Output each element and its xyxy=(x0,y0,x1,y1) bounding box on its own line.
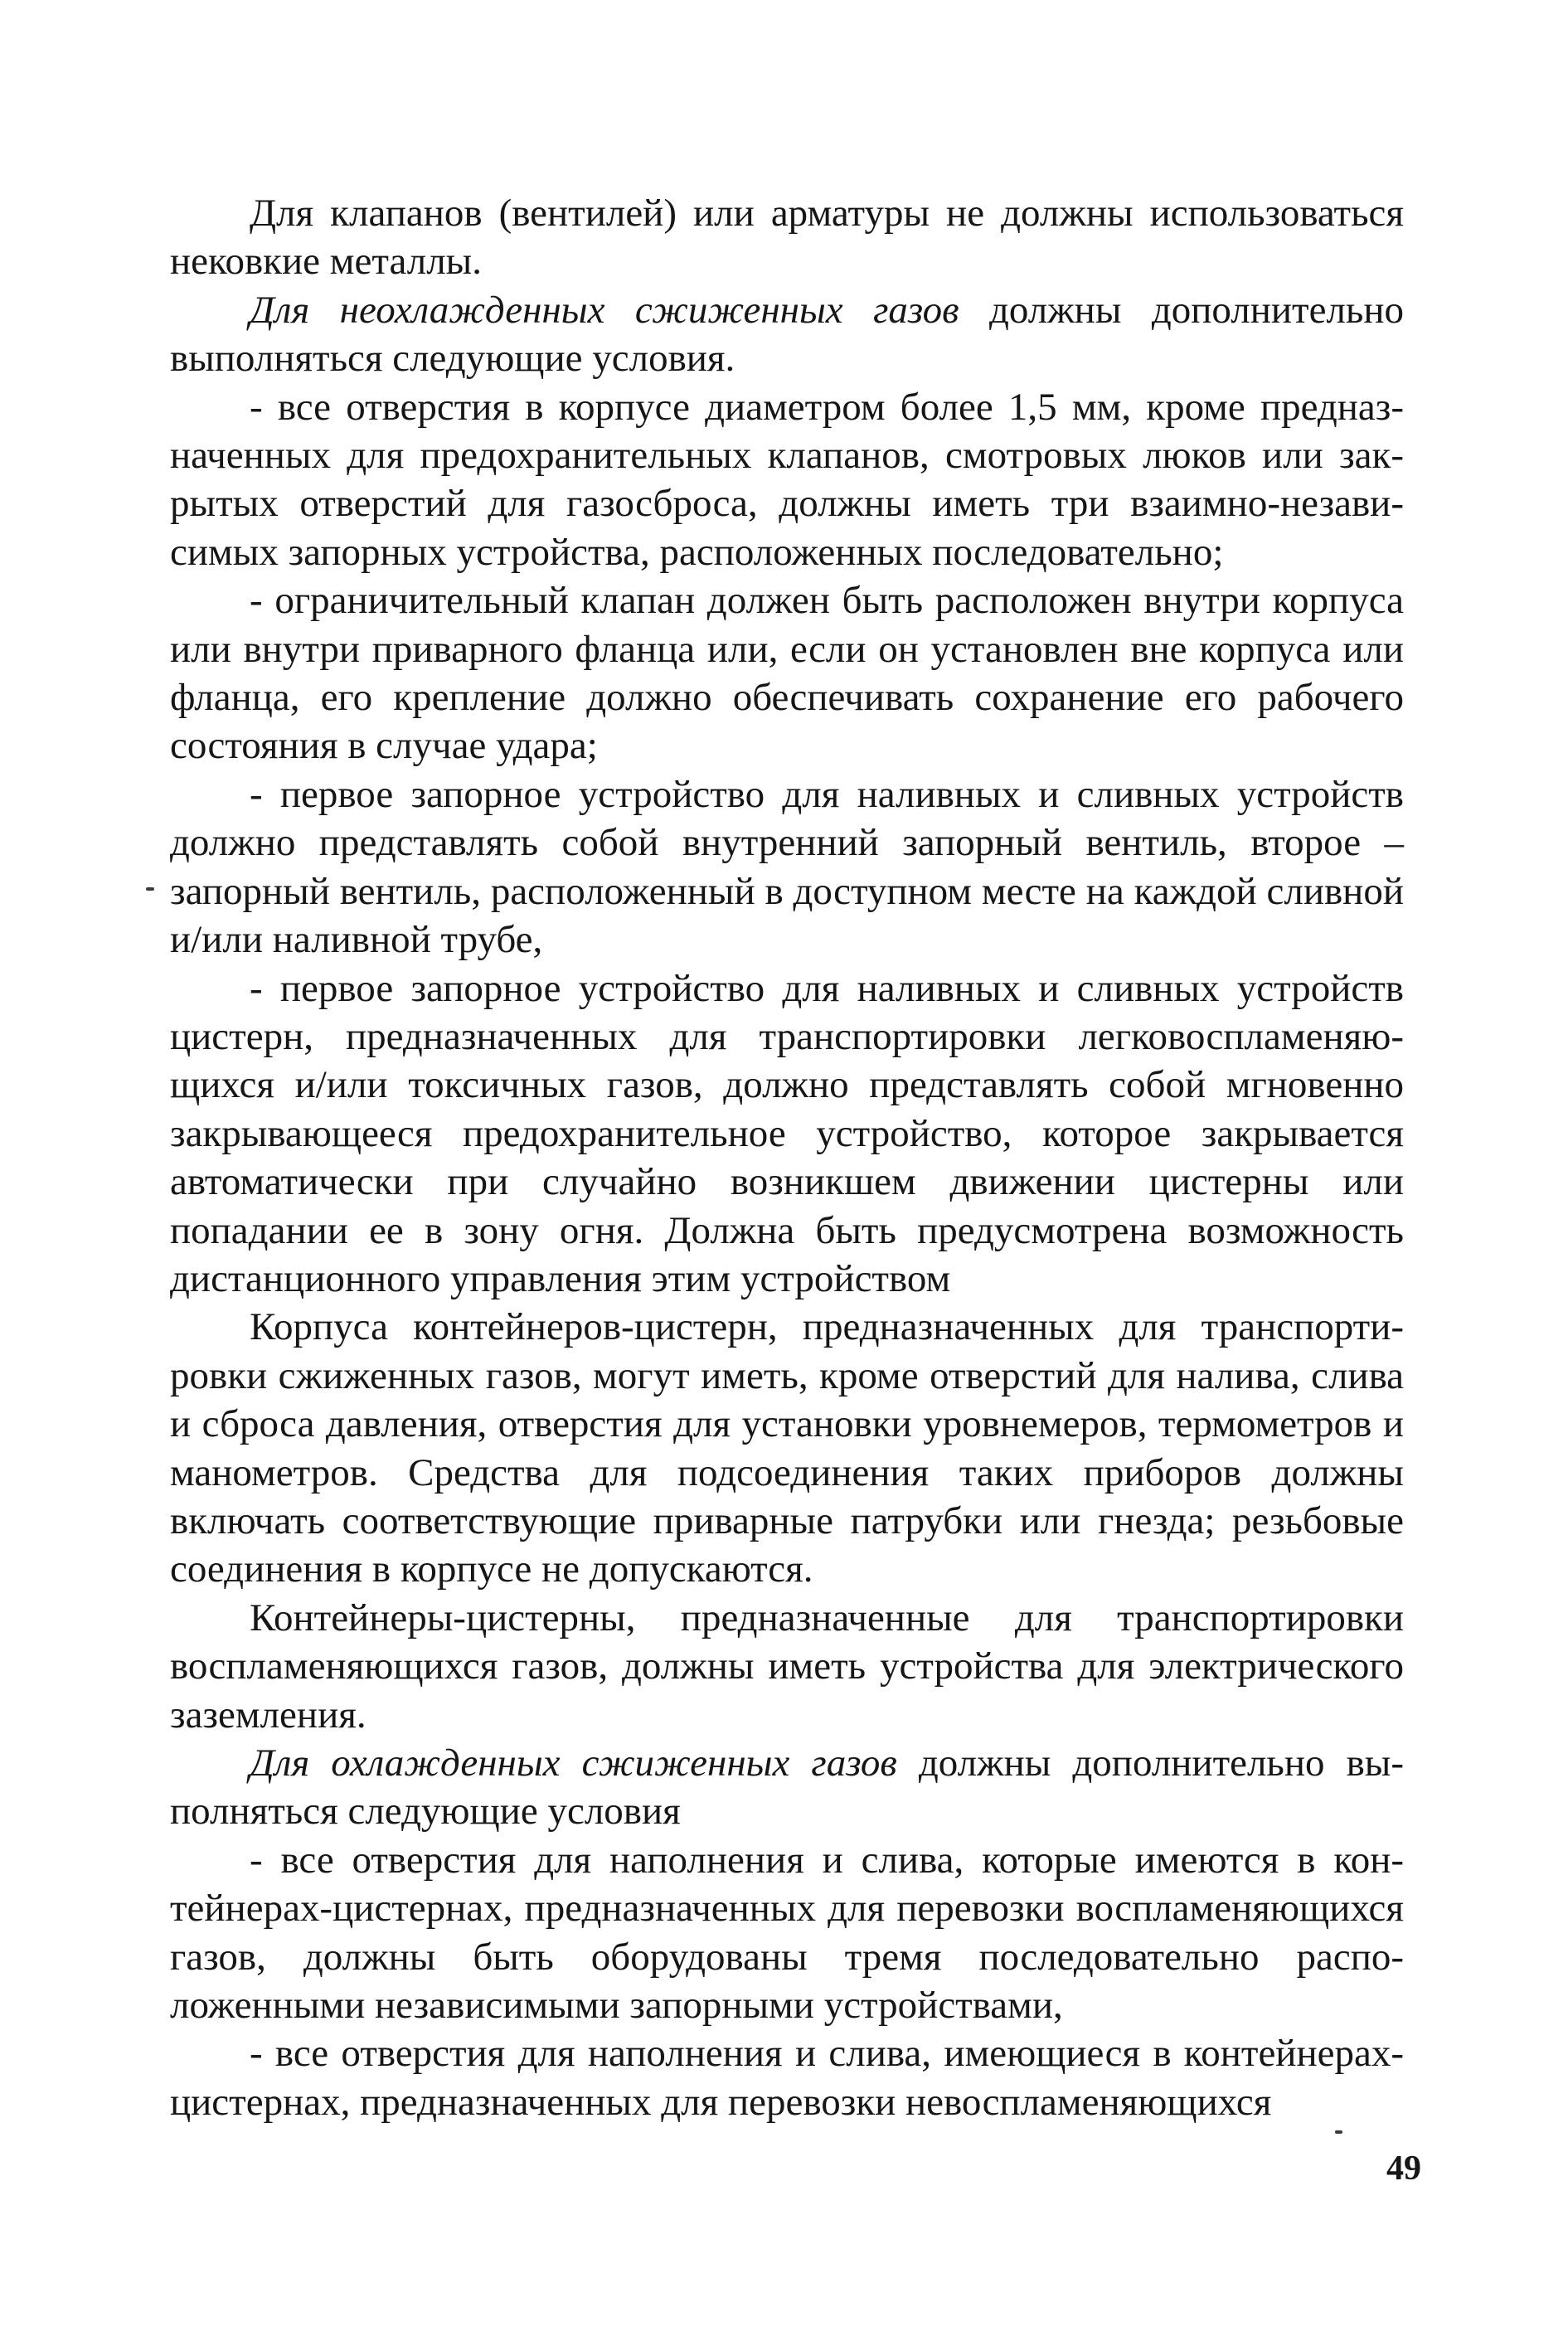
paragraph-flammable-toxic-gases xyxy=(170,964,1404,1304)
paragraph-openings-shutoff xyxy=(170,383,1404,577)
paragraph-limiting-valve xyxy=(170,576,1404,770)
page-number: 49 xyxy=(1386,2149,1421,2188)
paragraph-text: должны дополнительно выполняться следующие условия. xyxy=(170,288,1404,381)
paragraph-text: Контейнеры-цистерны, предназначенные для транспортировки воспламеняющихся газов, должны иметь устройства для электрического заземления. xyxy=(170,1596,1404,1737)
scan-speck xyxy=(1335,2130,1342,2134)
paragraph-first-shutoff-device xyxy=(170,770,1404,964)
paragraph-text: должны дополнительно выполняться следующие условия xyxy=(170,1741,1404,1834)
paragraph-filling-openings-nonflammable xyxy=(170,2029,1404,2126)
paragraph-grounding xyxy=(170,1594,1404,1739)
body-text xyxy=(170,189,1404,2126)
italic-term-cooled-gases: Для охлажденных сжиженных газов xyxy=(250,1741,897,1785)
paragraph-text: - все отверстия в корпусе диаметром более 1,5 мм, кроме предназначенных для предохранительных клапанов, смотровых люков или закрытых отверстий для газосброса, должны иметь три взаимно-независимых запорных устройства, расположенных последовательно; xyxy=(170,385,1404,574)
paragraph-text: Корпуса контейнеров-цистерн, предназначенных для транспортировки сжиженных газов, могут иметь, кроме отверстий для налива, слива и сброса давления, отверстия для установки уровнемеров, термометров и манометров. Средства для подсоединения таких приборов должны включать соответствующие приварные патрубки или гнезда; резьбовые соединения в корпусе не допускаются. xyxy=(170,1305,1404,1591)
paragraph-uncooled-gases-heading xyxy=(170,286,1404,383)
scan-speck xyxy=(146,887,154,891)
paragraph-cooled-gases-heading xyxy=(170,1739,1404,1836)
paragraph-text: - первое запорное устройство для наливных и сливных устройств цистерн, предназначенных для транспортировки легковоспламеняющихся и/или токсичных газов, должно представлять собой мгновенно закрывающееся предохранительное устройство, которое закрывается автоматически при случайно возникшем движении цистерны или попадании ее в зону огня. Должна быть предусмотрена возможность дистанционного управления этим устройством xyxy=(170,966,1404,1300)
paragraph-tank-container-shells xyxy=(170,1303,1404,1593)
paragraph-valves-metals xyxy=(170,189,1404,286)
paragraph-text: Для клапанов (вентилей) или арматуры не должны использоваться нековкие металлы. xyxy=(170,192,1404,284)
paragraph-text: - ограничительный клапан должен быть расположен внутри корпуса или внутри приварного фланца или, если он установлен вне корпуса или фланца, его крепление должно обеспечивать сохранение его рабочего состояния в случае удара; xyxy=(170,579,1404,768)
paragraph-text: - все отверстия для наполнения и слива, имеющиеся в контейнерах-цистернах, предназначенных для перевозки невоспламеняющихся xyxy=(170,2032,1404,2124)
paragraph-text: - первое запорное устройство для наливных и сливных устройств должно представлять собой внутренний запорный вентиль, второе – запорный вентиль, расположенный в доступном месте на каждой сливной и/или наливной трубе, xyxy=(170,772,1404,962)
paragraph-filling-openings-flammable xyxy=(170,1836,1404,2030)
italic-term-uncooled-gases: Для неохлажденных сжиженных газов xyxy=(250,288,959,332)
paragraph-text: - все отверстия для наполнения и слива, которые имеются в контейнерах-цистернах, предназначенных для перевозки воспламеняющихся газов, должны быть оборудованы тремя последовательно расположенными независимыми запорными устройствами, xyxy=(170,1838,1404,2028)
